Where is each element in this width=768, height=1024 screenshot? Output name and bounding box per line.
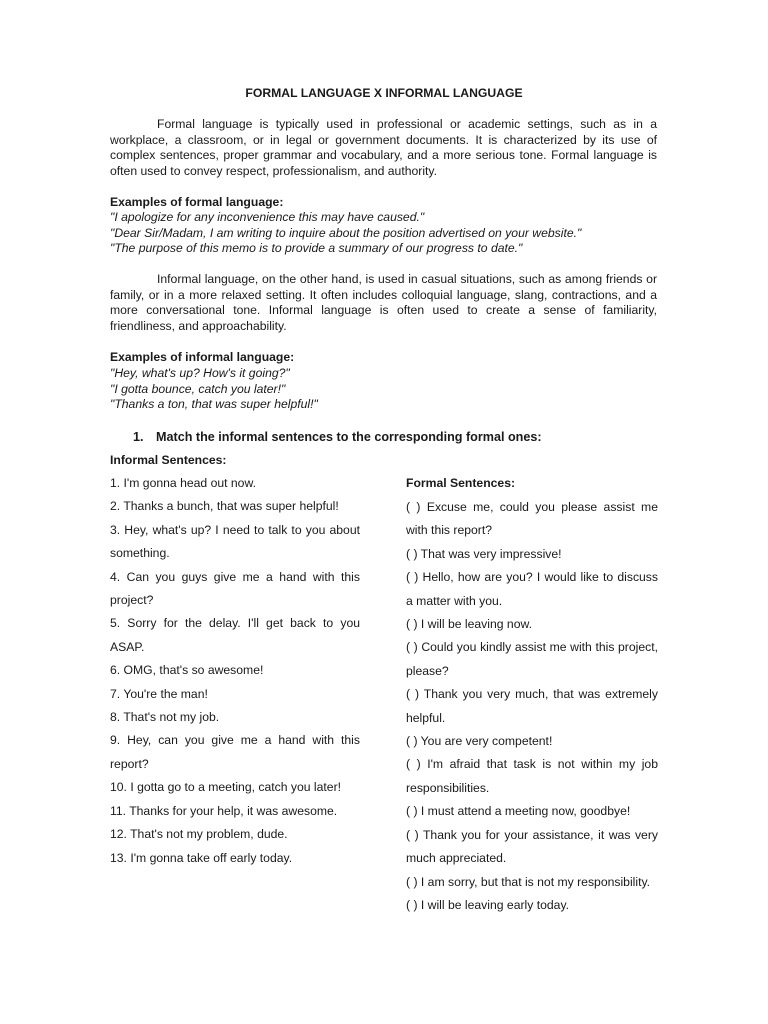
exercise-instruction-text: Match the informal sentences to the corresponding formal ones: [156,430,542,444]
informal-sentence: 5. Sorry for the delay. I'll get back to you ASAP. [110,616,360,654]
formal-sentences-list [406,496,658,917]
informal-sentence: 6. OMG, that's so awesome! [110,663,264,678]
informal-sentence: 13. I'm gonna take off early today. [110,850,293,865]
informal-sentence: 7. You're the man! [110,686,208,701]
informal-paragraph [110,272,657,334]
formal-paragraph-text: Formal language is typically used in professional or academic settings, such as in a workplace, a classroom, or in legal or government documents. It is characterized by its use of complex sentences, proper grammar and vocabulary, and a more serious tone. Formal language is often used to convey respect, professionalism, and authority. [110,117,657,178]
formal-sentence: ( ) Hello, how are you? I would like to discuss a matter with you. [406,570,658,608]
formal-example: "Dear Sir/Madam, I am writing to inquire about the position advertised on your website." [110,225,582,240]
informal-sentence: 3. Hey, what's up? I need to talk to you about something. [110,522,360,561]
formal-sentence: ( ) You are very competent! [406,734,553,749]
informal-sentence: 9. Hey, can you give me a hand with this report? [110,733,360,771]
informal-paragraph-text: Informal language, on the other hand, is used in casual situations, such as among friends or family, or in a more relaxed setting. It often includes colloquial language, slang, contractions, and a more conversational tone. Informal language is often used to create a sense of familiarity, friendliness, and approachability. [110,272,657,333]
formal-example: "The purpose of this memo is to provide a summary of our progress to date." [110,241,523,256]
document-title: FORMAL LANGUAGE X INFORMAL LANGUAGE [245,86,523,100]
informal-example: "I gotta bounce, catch you later!" [110,381,286,396]
formal-sentence: ( ) I am sorry, but that is not my responsibility. [406,874,651,889]
formal-sentences-heading: Formal Sentences: [406,476,516,490]
formal-sentence: ( ) That was very impressive! [406,546,562,561]
informal-sentence: 8. That's not my job. [110,710,220,725]
formal-examples-heading: Examples of formal language: [110,195,284,209]
formal-sentence: ( ) Thank you for your assistance, it was very much appreciated. [406,827,658,866]
formal-sentence: ( ) Excuse me, could you please assist me with this report? [406,500,658,538]
informal-example: "Hey, what's up? How's it going?" [110,366,290,380]
formal-paragraph [110,117,657,179]
informal-examples-list [110,366,318,413]
informal-sentence: 11. Thanks for your help, it was awesome. [110,803,338,818]
formal-sentence: ( ) I must attend a meeting now, goodbye! [406,804,631,819]
exercise-number: 1. [133,430,144,444]
formal-sentence: ( ) Thank you very much, that was extremely helpful. [406,687,658,725]
informal-sentence: 1. I'm gonna head out now. [110,476,256,490]
informal-example: "Thanks a ton, that was super helpful!" [110,397,318,412]
informal-sentence: 12. That's not my problem, dude. [110,827,288,842]
informal-sentence: 10. I gotta go to a meeting, catch you later! [110,780,342,795]
informal-sentence: 2. Thanks a bunch, that was super helpful! [110,499,339,514]
formal-examples-list [110,210,581,257]
exercise-instruction [133,430,542,444]
informal-examples-heading: Examples of informal language: [110,350,295,364]
informal-sentences-list [110,472,360,870]
informal-sentences-heading: Informal Sentences: [110,453,227,467]
formal-sentence: ( ) I'm afraid that task is not within my job responsibilities. [406,757,658,795]
informal-sentence: 4. Can you guys give me a hand with this project? [110,569,360,608]
formal-sentence: ( ) I will be leaving now. [406,617,532,632]
formal-sentence: ( ) I will be leaving early today. [406,897,570,912]
formal-example: "I apologize for any inconvenience this may have caused." [110,210,425,224]
formal-sentence: ( ) Could you kindly assist me with this project, please? [406,640,658,678]
